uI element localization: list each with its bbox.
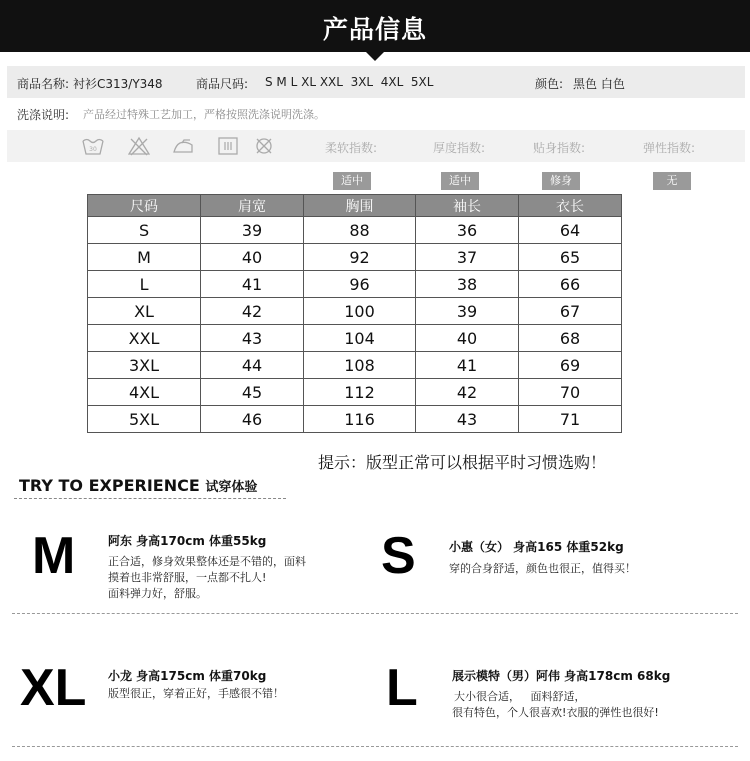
table-cell: 41 (201, 271, 304, 298)
model-size-letter: S (381, 527, 416, 585)
model-name: 小龙 身高175cm 体重70kg (108, 669, 267, 683)
model-review-line: 穿的合身舒适，颜色也很正，值得买！ (449, 562, 636, 575)
model-review-line: 大小很合适， 面料舒适， (454, 690, 586, 703)
table-cell: 116 (304, 406, 416, 433)
care-band (7, 130, 745, 162)
model-size-letter: XL (20, 659, 87, 717)
size-table-header-row (88, 195, 622, 217)
table-cell: 69 (519, 352, 622, 379)
table-cell: L (88, 271, 201, 298)
table-cell: 40 (201, 244, 304, 271)
experience-title-cn: 试穿体验 (205, 480, 258, 495)
table-row (88, 217, 622, 244)
experience-divider (14, 498, 286, 499)
table-cell: 100 (304, 298, 416, 325)
softness-index-label: 柔软指数: (325, 141, 378, 155)
no-bleach-icon (128, 136, 150, 156)
table-cell: 104 (304, 325, 416, 352)
table-cell: 41 (416, 352, 519, 379)
table-cell: 71 (519, 406, 622, 433)
table-cell: 39 (416, 298, 519, 325)
experience-title (19, 476, 257, 495)
model-review-line: 面料弹力好，舒服。 (108, 587, 207, 600)
tumble-dry-icon (217, 136, 239, 156)
model-name: 阿东 身高170cm 体重55kg (108, 534, 267, 548)
table-cell: 108 (304, 352, 416, 379)
model-size-letter: M (32, 527, 76, 585)
table-cell: 38 (416, 271, 519, 298)
table-cell: 67 (519, 298, 622, 325)
section-divider (12, 746, 738, 747)
thickness-index-badge: 适中 (441, 172, 479, 190)
table-cell: 45 (201, 379, 304, 406)
table-cell: 96 (304, 271, 416, 298)
svg-text:30: 30 (89, 146, 97, 153)
table-cell: 92 (304, 244, 416, 271)
product-name-value: 衬衫C313/Y348 (73, 77, 163, 91)
table-row (88, 406, 622, 433)
table-header-chest: 胸围 (304, 195, 416, 217)
table-cell: 88 (304, 217, 416, 244)
iron-icon (172, 136, 194, 156)
table-cell: 66 (519, 271, 622, 298)
table-cell: 64 (519, 217, 622, 244)
model-review-line: 摸着也非常舒服，一点都不扎人! (108, 571, 267, 584)
table-cell: 43 (416, 406, 519, 433)
wash-instructions (7, 100, 745, 128)
wash-label: 洗涤说明: (17, 108, 70, 122)
softness-index-badge: 适中 (333, 172, 371, 190)
table-row (88, 379, 622, 406)
table-cell: 44 (201, 352, 304, 379)
table-cell: 42 (201, 298, 304, 325)
table-cell: 65 (519, 244, 622, 271)
fit-index-badge: 修身 (542, 172, 580, 190)
table-cell: 70 (519, 379, 622, 406)
table-cell: 39 (201, 217, 304, 244)
model-name: 展示模特（男）阿伟 身高178cm 68kg (452, 669, 671, 683)
table-header-shoulder: 肩宽 (201, 195, 304, 217)
model-review-line: 很有特色，个人很喜欢!衣服的弹性也很好! (452, 706, 659, 719)
table-header-sleeve: 袖长 (416, 195, 519, 217)
section-divider (12, 613, 738, 614)
table-row (88, 298, 622, 325)
table-row (88, 352, 622, 379)
table-row (88, 244, 622, 271)
table-cell: 3XL (88, 352, 201, 379)
product-size-label: 商品尺码: (196, 77, 249, 91)
table-cell: 5XL (88, 406, 201, 433)
table-cell: 112 (304, 379, 416, 406)
table-cell: 40 (416, 325, 519, 352)
product-color-value: 黑色 白色 (573, 77, 625, 91)
table-row (88, 271, 622, 298)
thickness-index-label: 厚度指数: (433, 141, 486, 155)
table-header-size: 尺码 (88, 195, 201, 217)
model-review-line: 版型很正，穿着正好，手感很不错！ (108, 687, 284, 700)
table-cell: 36 (416, 217, 519, 244)
wash-text: 产品经过特殊工艺加工，严格按照洗涤说明洗涤。 (83, 108, 325, 121)
wash-30-icon (82, 136, 104, 156)
header-notch (366, 52, 384, 61)
model-review-line: 正合适，修身效果整体还是不错的，面料 (108, 555, 306, 568)
table-header-length: 衣长 (519, 195, 622, 217)
table-cell: XL (88, 298, 201, 325)
size-table (87, 194, 622, 433)
fit-index-label: 贴身指数: (533, 141, 586, 155)
product-color-label: 颜色: (535, 77, 564, 91)
model-size-letter: L (386, 659, 418, 717)
table-row (88, 325, 622, 352)
table-cell: 37 (416, 244, 519, 271)
size-tip: 提示：版型正常可以根据平时习惯选购！ (318, 453, 607, 472)
elasticity-index-label: 弹性指数: (643, 141, 696, 155)
table-cell: M (88, 244, 201, 271)
product-name-label: 商品名称: (17, 77, 70, 91)
table-cell: XXL (88, 325, 201, 352)
table-cell: 43 (201, 325, 304, 352)
elasticity-index-badge: 无 (653, 172, 691, 190)
table-cell: 68 (519, 325, 622, 352)
table-cell: S (88, 217, 201, 244)
model-name: 小惠（女） 身高165 体重52kg (449, 540, 624, 554)
table-cell: 42 (416, 379, 519, 406)
table-cell: 46 (201, 406, 304, 433)
no-dryclean-icon (253, 136, 275, 156)
experience-title-en: TRY TO EXPERIENCE (19, 476, 200, 495)
product-size-value: S M L XL XXL 3XL 4XL 5XL (265, 75, 434, 89)
page-title: 产品信息 (322, 15, 427, 44)
table-cell: 4XL (88, 379, 201, 406)
product-info-row (7, 66, 745, 98)
